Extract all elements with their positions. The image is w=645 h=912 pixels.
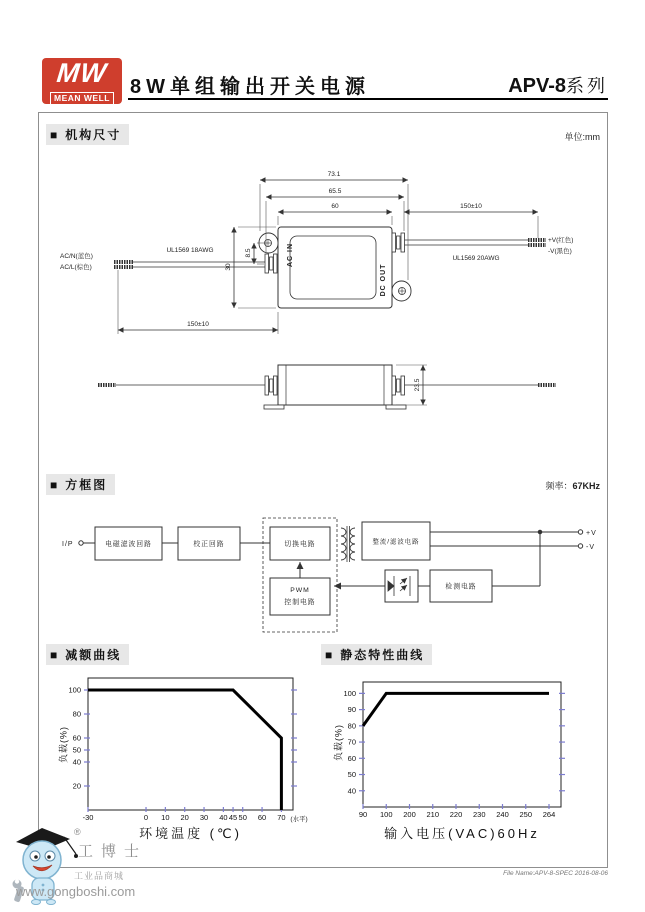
svg-text:220: 220 [449, 810, 463, 819]
dim-8-5: 8.5 [245, 248, 252, 258]
static-characteristic-chart [333, 664, 609, 834]
wire-label-acn: AC/N(蓝色) [60, 253, 93, 260]
logo-mw-text: MW [55, 58, 109, 88]
section-label: 减额曲线 [65, 648, 122, 662]
svg-text:20: 20 [72, 781, 81, 791]
svg-text:90: 90 [358, 810, 368, 819]
mechanical-drawing [38, 112, 608, 472]
block-diagram [38, 472, 608, 644]
section-bullet: ■ [50, 478, 60, 492]
case-dc-out-label: DC OUT [380, 263, 387, 297]
svg-text:20: 20 [180, 813, 189, 822]
section-label: 机构尺寸 [65, 128, 122, 142]
svg-text:100: 100 [379, 810, 393, 819]
svg-text:70: 70 [347, 737, 356, 747]
page-title: 8W单组输出开关电源 [130, 76, 370, 98]
block-pwm-label-2: 控制电路 [284, 599, 316, 606]
dim-65-5: 65.5 [328, 188, 342, 195]
case-ac-in-label: AC IN [287, 242, 294, 268]
block-detection-label: 检测电路 [445, 583, 477, 591]
series-label [508, 72, 608, 98]
svg-text:264: 264 [542, 810, 556, 819]
svg-text:70: 70 [277, 813, 286, 822]
derating-ylabel: 负载(%) [58, 726, 69, 763]
block-pfc-label: 校正回路 [193, 541, 225, 548]
watermark-subtitle: 工业品商城 [74, 871, 125, 881]
wire-label-vplus: +V(红色) [548, 237, 574, 244]
svg-text:45: 45 [228, 813, 238, 822]
svg-text:50: 50 [72, 745, 81, 755]
svg-text:250: 250 [519, 810, 533, 819]
dim-wire-left: 150±10 [187, 321, 209, 328]
watermark-registered-icon: ® [74, 827, 81, 837]
ul-label-left: UL1569 18AWG [166, 247, 214, 254]
watermark-url: www.gongboshi.com [16, 884, 136, 899]
logo-brand-text: MEAN WELL [50, 92, 114, 105]
block-switching-label: 切换电路 [284, 541, 316, 548]
svg-text:60: 60 [347, 753, 356, 763]
svg-text:50: 50 [238, 813, 247, 822]
svg-text:210: 210 [426, 810, 440, 819]
svg-text:50: 50 [347, 770, 356, 780]
frequency-value: 67KHz [572, 481, 600, 491]
svg-text:100: 100 [68, 685, 81, 695]
meanwell-logo [42, 58, 122, 104]
svg-text:40: 40 [219, 813, 228, 822]
derating-xlabel: 环境温度 (℃) [139, 826, 242, 841]
watermark-name: 工博士 [78, 844, 148, 860]
svg-text:80: 80 [72, 709, 81, 719]
series-name: APV-8 [508, 75, 566, 97]
block-emi-label: 电磁滤波回路 [105, 541, 152, 548]
section-bullet: ■ [325, 648, 335, 662]
file-info: File Name:APV-8-SPEC 2016-08-06 [503, 870, 608, 877]
svg-text:30: 30 [199, 813, 209, 822]
dim-wire-right: 150±10 [460, 203, 482, 210]
svg-text:-30: -30 [82, 813, 94, 822]
svg-text:230: 230 [472, 810, 486, 819]
svg-text:80: 80 [347, 721, 356, 731]
section-label: 方框图 [65, 478, 108, 492]
static-xlabel: 输入电压(VAC)60Hz [384, 826, 540, 841]
block-pwm-label-1: PWM [290, 587, 310, 594]
svg-text:10: 10 [161, 813, 170, 822]
svg-text:100: 100 [343, 688, 356, 698]
section-bullet: ■ [50, 128, 60, 142]
static-ylabel: 负载(%) [333, 724, 344, 761]
svg-text:0: 0 [143, 813, 149, 822]
derating-chart [58, 660, 341, 837]
series-suffix: 系列 [566, 76, 608, 96]
section-label: 静态特性曲线 [340, 648, 425, 662]
svg-text:240: 240 [496, 810, 509, 819]
svg-text:60: 60 [72, 733, 81, 743]
svg-text:200: 200 [403, 810, 416, 819]
block-out-plus: +V [586, 530, 597, 537]
svg-text:60: 60 [257, 813, 267, 822]
svg-text:40: 40 [72, 757, 81, 767]
svg-text:40: 40 [347, 786, 356, 796]
dim-60: 60 [331, 203, 339, 210]
wire-label-vminus: -V(黑色) [548, 248, 572, 255]
ul-label-right: UL1569 20AWG [452, 255, 500, 262]
svg-text:90: 90 [347, 705, 356, 715]
frequency-label: 频率： [545, 481, 573, 491]
wire-label-acl: AC/L(棕色) [60, 264, 92, 271]
block-rectifier-label: 整流/滤波电路 [372, 538, 420, 546]
dim-23-5: 23.5 [414, 378, 421, 392]
svg-text:(水平): (水平) [290, 816, 308, 823]
section-bullet: ■ [50, 648, 60, 662]
block-input-label: I/P [62, 541, 74, 548]
dim-73-1: 73.1 [327, 171, 341, 178]
block-out-minus: -V [586, 544, 595, 551]
unit-note: 单位:mm [564, 132, 600, 142]
dim-30: 30 [225, 263, 232, 271]
